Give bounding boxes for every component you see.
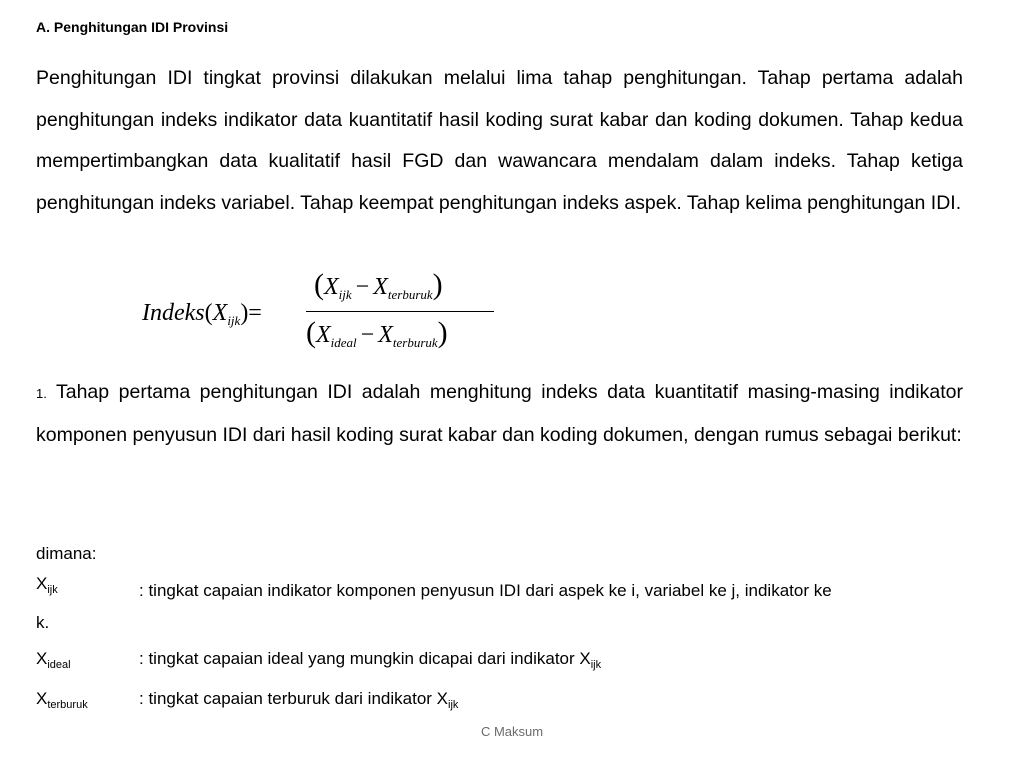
formula-den-sub2: terburuk [392, 335, 438, 350]
step-1-paragraph [36, 372, 963, 456]
formula-den-sub1: ideal [330, 335, 357, 350]
formula-lhs [142, 300, 262, 329]
formula-num-sub1: ijk [338, 287, 352, 302]
formula-num-open: ( [314, 268, 324, 301]
index-formula [138, 268, 538, 358]
definition-desc [139, 642, 963, 682]
desc-sub: ijk [590, 659, 602, 671]
step-1-text: Tahap pertama penghitungan IDI adalah menghitung indeks data kuantitatif masing-masing indikator komponen penyusun IDI dari hasil koding surat kabar dan koding dokumen, dengan rumus sebagai berikut: [36, 381, 963, 446]
definition-symbol [36, 682, 88, 722]
formula-lhs-var: X [212, 300, 228, 326]
formula-num-close: ) [432, 268, 443, 301]
desc-text: : tingkat capaian terburuk dari indikator X [139, 689, 449, 708]
formula-numerator [314, 268, 443, 303]
fraction-bar [306, 311, 494, 312]
formula-den-close: ) [437, 316, 448, 349]
symbol-sub: ideal [47, 659, 71, 671]
footer-author: C Maksum [480, 724, 544, 739]
formula-den-var2: X [378, 322, 393, 348]
formula-den-var1: X [316, 322, 331, 348]
formula-num-sub2: terburuk [387, 287, 433, 302]
symbol-sub: terburuk [47, 699, 88, 711]
symbol-letter: X [36, 574, 48, 593]
desc-text: : tingkat capaian ideal yang mungkin dicapai dari indikator X [139, 649, 591, 668]
formula-lhs-open: ( [204, 300, 213, 326]
definitions-list [36, 574, 963, 722]
formula-num-var2: X [373, 274, 388, 300]
dimana-label: dimana: [36, 544, 97, 563]
formula-den-minus: − [360, 322, 375, 348]
formula-num-var1: X [324, 274, 339, 300]
definition-x-ijk [36, 574, 963, 640]
section-heading: A. Penghitungan IDI Provinsi [36, 19, 229, 35]
definition-desc [139, 682, 963, 722]
symbol-sub: ijk [47, 584, 58, 596]
formula-den-open: ( [306, 316, 316, 349]
intro-paragraph: Penghitungan IDI tingkat provinsi dilakukan melalui lima tahap penghitungan. Tahap pertama adalah penghitungan indeks indikator data kuantitatif hasil koding surat kabar dan koding dokumen. Tahap kedua mempertimbangkan data kualitatif hasil FGD dan wawancara mendalam dalam indeks. Tahap ketiga penghitungan indeks variabel. Tahap keempat penghitungan indeks aspek. Tahap kelima penghitungan IDI. [36, 67, 963, 214]
formula-lhs-name: Indeks [142, 300, 205, 326]
formula-lhs-sub: ijk [227, 313, 241, 328]
formula-lhs-close: )= [240, 300, 262, 326]
desc-sub: ijk [448, 699, 459, 711]
definition-symbol [36, 642, 71, 682]
symbol-letter: X [36, 649, 48, 668]
definition-desc-cont: k. [36, 613, 50, 632]
symbol-letter: X [36, 689, 48, 708]
definition-x-terburuk [36, 682, 963, 722]
formula-denominator [306, 316, 448, 351]
definition-x-ideal [36, 642, 963, 682]
formula-num-minus: − [355, 274, 370, 300]
step-1-number: 1. [36, 386, 47, 401]
definition-desc: : tingkat capaian indikator komponen penyusun IDI dari aspek ke i, variabel ke j, indikator ke [139, 581, 832, 600]
definition-symbol [36, 574, 58, 596]
